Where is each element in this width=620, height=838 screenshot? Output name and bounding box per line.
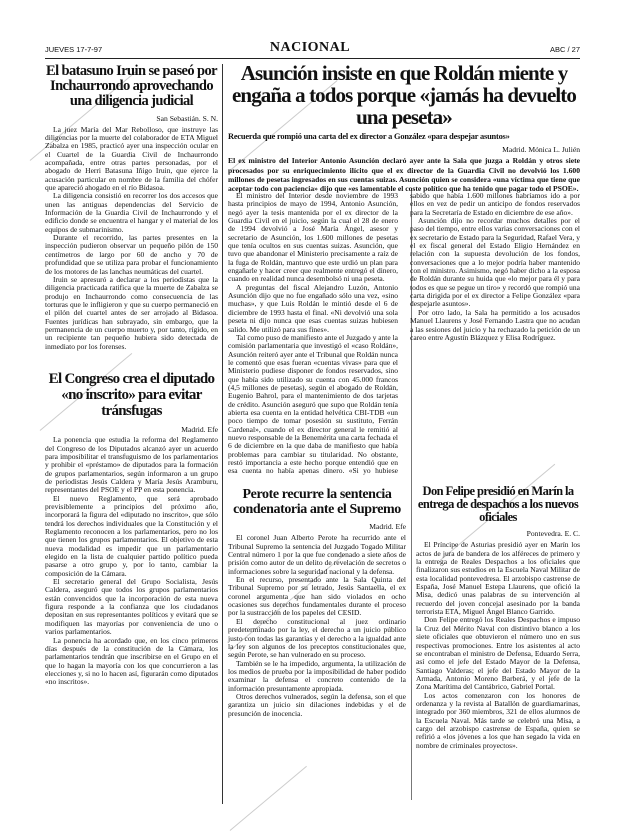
header-rule [45,58,580,59]
lead-paragraph: El ex ministro del Interior Antonio Asunción declaró ayer ante la Sala que juzga a Roldán y otros siete procesados por su enriquecimiento ilícito que el ex director de la Guardia Civil no devolvió los 1.600 millones de pesetas ingresados en sus cuentas suizas. Asunción quien se considera «una víctima que tiene que aceptar todo con paciencia» dijo que «es lamentable el coste político que ha tenido que pagar todo el PSOE». [228,156,580,194]
paragraph: Por otro lado, la Sala ha permitido a los acusados Manuel Llaurens y José Fernando Lastra que no acudan a las sesiones del juicio y ha rechazado la petición de un careo entre Agustín Blázquez y Elisa Rodríguez. [410,307,580,342]
headline: Don Felipe presidió en Marín la entrega de despachos a los nuevos oficiales [417,484,579,525]
paragraph: Don Felipe entregó los Reales Despachos e impuso la Cruz del Mérito Naval con distintivo blanco a los siete oficiales que obtuvieron el número uno en sus respectivas promociones. Entre los asistentes al acto se encontraban el ministro de Defensa, Eduardo Serra, así como el jefe del Estado Mayor de la Defensa, Santiago Valderas; el jefe del Estado Mayor de la Armada, Antonio Moreno Barberá, y el jefe de la Zona Marítima del Cantábrico, Gabriel Portal. [416,615,580,692]
page-number: ABC / 27 [549,45,580,54]
headline: El Congreso crea el diputado «no inscrito» para evitar tránsfugas [48,371,215,419]
paragraph: Otros derechos vulnerados, según la defensa, son el que garantiza un juicio sin dilaciones indebidas y el de presunción de inocencia. [228,691,406,718]
article-congreso [45,372,218,687]
paragraph: Asunción dijo no recordar muchos detalles por el paso del tiempo, entre ellos varias conversaciones con el ex secretario de Estado para la Seguridad, Rafael Vera, y el ex fiscal general del Estado Eligio Hernández en relación con la supuesta devolución de los fondos, conversaciones que a lo mejor podría haber mantenido con el ministro. Asimismo, negó haber dicho a la esposa de Roldán durante su huida que «lo mejor para él y para todos es que se pegue un tiro» y recordó que rompió una carta dirigida por el ex director a Felipe González «para despejarle asuntos». [410,216,580,309]
paragraph: En el recurso, presentado ante la Sala Quinta del Tribunal Supremo por su letrado, Jesús Santaella, el ex coronel argumenta que han sido violados en ocho ocasiones sus derechos fundamentales durante el proceso por la sustracción de los papeles del CESID. [228,575,406,618]
section-title: NACIONAL [269,40,351,55]
paragraph: La ponencia ha acordado que, en los cinco primeros días después de la constitución de la Cámara, los parlamentarios tendrán que inscribirse en el Grupo en el que lo hagan la mayoría con los que concurrieron a las elecciones y, si no lo hacen así, figurarán como diputados «no inscritos». [45,635,218,687]
paragraph: Durante el recorrido, las partes presentes en la inspección pudieron observar un pequeño pilón de 150 centímetros de largo por 60 de ancho y 70 de profundidad que se utiliza para probar el funcionamiento de los motores de las lanchas neumáticas del cuartel. [45,233,218,276]
paragraph: El secretario general del Grupo Socialista, Jesús Caldera, aseguró que todos los grupos parlamentarios están convencidos que la incorporación de esta nueva figura responde a la confianza que los ciudadanos depositan en sus representantes políticos y evitará que se modifiquen las mayorías por conveniencia de uno o varios parlamentarios. [45,577,218,637]
headline: El batasuno Iruin se paseó por Inchaurrondo aprovechando una diligencia judicial [46,63,217,110]
article-asuncion-body [228,192,580,480]
subheadline: Recuerda que rompió una carta del ex director a González «para despejar asuntos» [228,132,510,142]
byline: Madrid. Mónica L. Julién [502,145,580,155]
paragraph: El ministro del Interior desde noviembre de 1993 hasta principios de mayo de 1994, Antonio Asunción, negó ayer la tesis mantenida por el ex director de la Guardia Civil en el juicio, según la cual el 28 de enero de 1994 devolvió a José María Ángel, asesor y secretario de Asunción, los 1.600 millones de pesetas que tenía ocultos en sus cuentas suizas. Asunción, que tuvo que abandonar el Ministerio precisamente a raíz de la fuga de Roldán, mantuvo que este urdió un plan para engañarle y hacer creer que realmente entregó el dinero, cuando en realidad nunca desembolsó ni una peseta. [228,191,398,284]
headline: Perote recurre la sentencia condenatoria ante el Supremo [233,487,401,517]
column-divider [222,64,223,804]
byline: Pontevedra. E. C. [526,529,580,539]
article-asuncion [228,62,580,194]
byline: Madrid. Efe [181,425,218,435]
paragraph: La ponencia que estudia la reforma del Reglamento del Congreso de los Diputados alcanzó ayer un acuerdo para imposibilitar el transfuguismo de los parlamentarios y prohibir el «préstamo» de diputados para la formación de grupos parlamentarios, según informaron a un grupo de periodistas Jesús Caldera y María Jesús Aramburu, representantes del PSOE y el PP en esta ponencia. [45,435,218,495]
byline: San Sebastián. S. N. [156,113,218,123]
paragraph: También se le ha impedido, argumenta, la utilización de los medios de prueba por la imposibilidad de haber podido examinar la defensa el concreto contenido de la información presuntamente apropiada. [228,658,406,693]
watermark-stroke [230,766,307,831]
paragraph: La diligencia consistió en recorrer los dos accesos que unen las antiguas dependencias del Servicio de Información de la Guardia Civil de Inchaurrondo y el edificio donde se encuentra el hangar y el material de los equipos de submarinismo. [45,191,218,234]
article-iruin [45,64,218,351]
paragraph: El Príncipe de Asturias presidió ayer en Marín los actos de jura de bandera de los alféreces de primero y la entrega de Reales Despachos a los oficiales que finalizaron sus estudios en la Escuela Naval Militar de esta localidad pontevedresa. El arzobispo castrense de España, José Manuel Estepa Llaurens, que ofició la Misa, dedicó unas palabras de su intervención al recuerdo del joven concejal asesinado por la banda terrorista ETA, Miguel Ángel Blanco Garrido. [416,540,580,617]
paragraph: El coronel Juan Alberto Perote ha recurrido ante el Tribunal Supremo la sentencia del Juzgado Togado Militar Central número 1 por la que fue condenado a siete años de prisión como autor de un delito de revelación de secretos o informaciones sobre la seguridad nacional y la defensa. [228,533,406,576]
paragraph: La juez María del Mar Rebolloso, que instruye las diligencias por la muerte del colaborador de ETA Miguel Zabalza en 1985, practicó ayer una inspección ocular en el Cuartel de la Guardia Civil de Inchaurrondo acompañada, entre otras partes personadas, por el abogado de Herri Batasuna Iñigo Iruin, que ejerce la acusación particular en nombre de la familia del chófer que apareció ahogado en el río Bidasoa. [45,124,218,193]
main-headline: Asunción insiste en que Roldán miente y engaña a todos porque «jamás ha devuelto una peseta» [232,61,576,130]
paragraph: A preguntas del fiscal Alejandro Luzón, Antonio Asunción dijo que no fue engañado sólo una vez, «sino muchas», y que Luis Roldán le mintió desde el 6 de diciembre de 1993 hasta el final. «Ni devolvió una sola peseta ni dijo nunca que esas cuentas suizas hubiesen salido. Me utilizó para sus fines». [228,282,398,334]
paragraph: Iruin se apresuró a declarar a los periodistas que la diligencia practicada ratifica que la muerte de Zabalza se produjo en Inchaurrondo como consecuencia de las torturas que le infligieron y que su cuerpo permaneció en el pilón del cuartel antes de ser arrojado al Bidasoa. Fuentes jurídicas han subrayado, sin embargo, que la permanencia de un cuerpo muerto y, por tanto, rígido, en un recipiente tan pequeño hubiera sido detectada de inmediato por los forenses. [45,274,218,351]
article-perote [228,488,406,718]
paragraph: El nuevo Reglamento, que será aprobado previsiblemente a principios del próximo año, incorporará la figura del «diputado no inscrito», que sólo tendrá los derechos individuales que la Constitución y el Reglamento reconocen a los parlamentarios, pero no los que tienen los grupos parlamentarios. El objetivo de esta nueva modalidad es impedir que un parlamentario elegido en la lista de cualquier partido político pueda pasarse a otro grupo y, por lo tanto, cambiar la composición de la Cámara. [45,493,218,578]
paragraph: El derecho constitucional al juez ordinario predeterminado por la ley, el derecho a un juicio público justo con todas las garantías y el derecho a la igualdad ante la ley son algunos de los preceptos constitucionales que, según Perote, se han vulnerado en su proceso. [228,616,406,660]
paragraph: Tal como puso de manifiesto ante el Juzgado y ante la comisión parlamentaria que investigó el «caso Roldán», Asunción reiteró ayer ante el Tribunal que Roldán nunca le comentó que esas fueran «cuentas vivas» para que el Ministerio pudiese disponer de fondos reservados, sino que había sido utilizado su cuenta con 45.000 francos (4,5 millones de pesetas), según el abogado de Roldán, Eugenio Bahrol, para el mantenimiento de dos tarjetas de crédito. Asunción aseguró que supo que Roldán tenía abierta esa cuenta en la entidad helvética CBI-TDB «un poco tiempo de tomar posesión su sustituto, Ferrán Cardenal», cuando el ex director general le remitió al nuevo responsable de la Benemérita una carta fechada el 6 de diciembre en la que daba de manifiesto que había problemas para cambiar su titularidad. No obstante, restó importancia a este hecho porque entendió que en esa cuenta no había apenas dinero. «Si yo hubiese sabido que había 1.600 millones habríamos ido a por ellos en vez de pedir un anticipo de fondos reservados para la Secretaría de Estado en diciembre de ese año». [228,191,580,476]
article-felipe [416,485,580,750]
byline: Madrid. Efe [369,522,406,532]
issue-date: JUEVES 17-7-97 [45,45,103,54]
paragraph: Los actos comenzaron con los honores de ordenanza y la revista al Batallón de guardiamarinas, integrado por 360 miembros, 321 de ellos alumnos de la Escuela Naval. Más tarde se celebró una Misa, a cargo del arzobispo castrense de España, quien se refirió a «los jóvenes a los que han segado la vida en nombre de criminales proyectos». [416,690,580,750]
